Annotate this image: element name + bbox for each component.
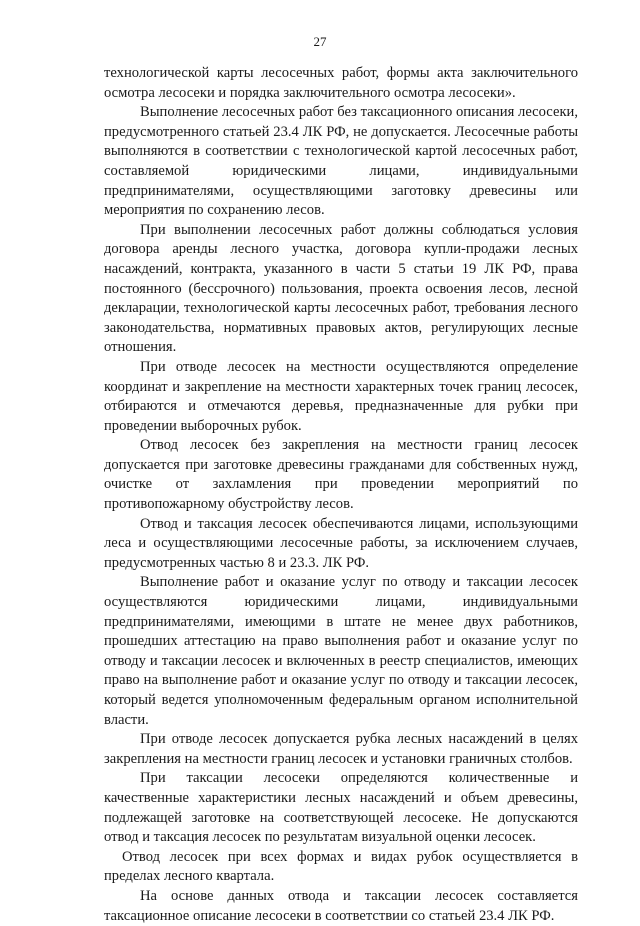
- paragraph: Выполнение лесосечных работ без таксационного описания лесосеки, предусмотренного статьей 23.4 ЛК РФ, не допускается. Лесосечные работы выполняются в соответствии с технологической картой лесосечных работ, составляемой юридическими лицами, индивидуальными предпринимателями, осуществляющими заготовку древесины или мероприятия по сохранению лесов.: [104, 104, 578, 219]
- paragraph: Отвод лесосек без закрепления на местности границ лесосек допускается при заготовке древесины гражданами для собственных нужд, очистке от захламления при проведении мероприятий по противопожарному обустройству лесов.: [104, 437, 578, 513]
- paragraph: Выполнение работ и оказание услуг по отводу и таксации лесосек осуществляются юридическими лицами, индивидуальными предпринимателями, имеющими в штате не менее двух работников, прошедших аттестацию на право выполнения работ и оказание услуг по отводу и таксации лесосек и включенных в реестр специалистов, имеющих право на выполнение работ и оказание услуг по отводу и таксации лесосек, который ведется уполномоченным федеральным органом исполнительной власти.: [104, 574, 578, 728]
- paragraph: При отводе лесосек допускается рубка лесных насаждений в целях закрепления на местности границ лесосек и установки граничных столбов.: [104, 731, 578, 767]
- body-text: [104, 64, 578, 926]
- paragraph: При таксации лесосеки определяются количественные и качественные характеристики лесных насаждений и объем древесины, подлежащей заготовке на соответствующей лесосеке. Не допускаются отвод и таксация лесосек по результатам визуальной оценки лесосек.: [104, 770, 578, 846]
- page-number: 27: [313, 34, 327, 49]
- paragraph: При отводе лесосек на местности осуществляются определение координат и закрепление на местности характерных точек границ лесосек, отбираются и отмечаются деревья, предназначенные для рубки при проведении выборочных рубок.: [104, 358, 578, 434]
- paragraph: Отвод и таксация лесосек обеспечиваются лицами, использующими леса и осуществляющими лесосечные работы, за исключением случаев, предусмотренных частью 8 и 23.3. ЛК РФ.: [104, 515, 578, 571]
- paragraph: технологической карты лесосечных работ, формы акта заключительного осмотра лесосеки и порядка заключительного осмотра лесосеки».: [104, 65, 578, 101]
- paragraph: При выполнении лесосечных работ должны соблюдаться условия договора аренды лесного участка, договора купли-продажи лесных насаждений, контракта, указанного в части 5 статьи 19 ЛК РФ, права постоянного (бессрочного) пользования, проекта освоения лесов, лесной декларации, технологической карты лесосечных работ, требования лесного законодательства, нормативных правовых актов, регулирующих лесные отношения.: [104, 221, 578, 356]
- paragraph: Отвод лесосек при всех формах и видах рубок осуществляется в пределах лесного квартала.: [104, 848, 578, 885]
- paragraph: На основе данных отвода и таксации лесосек составляется таксационное описание лесосеки в соответствии со статьей 23.4 ЛК РФ.: [104, 887, 578, 924]
